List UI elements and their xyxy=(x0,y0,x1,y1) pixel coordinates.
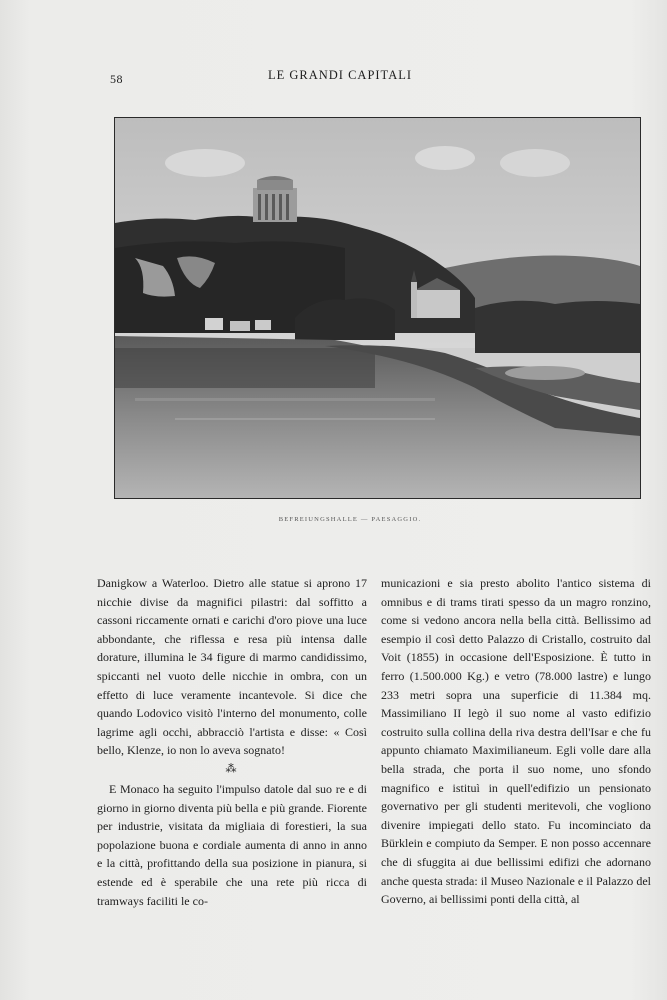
right-paragraph-1: municazioni e sia presto abolito l'antico sistema di omnibus e di trams tirati spesso da un magro ronzino, come si vedono ancora nella bella città. Bellissimo ad esempio il così detto Palazzo di Cristallo, costruito dal Voit (1855) in occasione dell'Esposizione. È tutto in ferro (1.500.000 Kg.) e vetro (78.000 lastre) e lungo 233 metri sopra una superficie di 11.384 mq. Massimiliano II legò il suo nome al vasto edifizio costruito sulla collina della riva destra dell'Isar e che fu appunto chiamato Maximilianeum. Egli volle dare alla bella strada, che porta il suo nome, uno sfondo magnifico e istituì in quell'edifizio un pensionato governativo per gli studenti meritevoli, che vogliono divenire impiegati dello stato. Fu incominciato da Bürklein e compiuto da Semper. E non posso accennare che di sfuggita ai due bellissimi edifizi che adornano anche questa strada: il Museo Nazionale e il Palazzo del Governo, ai bellissimi ponti della città, al xyxy=(381,576,651,907)
landscape-photograph xyxy=(114,117,641,499)
right-column xyxy=(381,574,651,909)
page-number: 58 xyxy=(110,72,123,86)
left-paragraph-2: E Monaco ha seguito l'impulso datole dal suo re e di giorno in giorno diventa più bella e più grande. Fiorente per industrie, visitata da migliaia di forestieri, la sua popolazione buona e cordiale aumenta di anno in anno e la città, profittando della sua posizione in pianura, si estende ed è sperabile che una rete più ricca di tramways faciliti le co- xyxy=(97,781,367,908)
section-ornament: ⁂ xyxy=(225,762,239,775)
left-paragraph-1: Danigkow a Waterloo. Dietro alle statue si aprono 17 nicchie divise da magnifici pilastri: dal soffitto a cassoni riccamente ornati e carichi d'oro piove una luce abbondante, che riflessa e resa più intensa dalle dorature, illumina le 34 figure di marmo candidissimo, spiccanti nel vuoto delle nicchie in ombra, con un effetto di luce veramente incantevole. Si dice che quando Lodovico visitò l'interno del monumento, colle lagrime agli occhi, abbracciò l'artista e disse: « Così bello, Klenze, io non lo aveva sognato! xyxy=(97,576,367,758)
running-title: LE GRANDI CAPITALI xyxy=(267,68,413,82)
figure-caption: BEFREIUNGSHALLE — PAESAGGIO. xyxy=(278,516,422,523)
left-column xyxy=(97,574,367,910)
